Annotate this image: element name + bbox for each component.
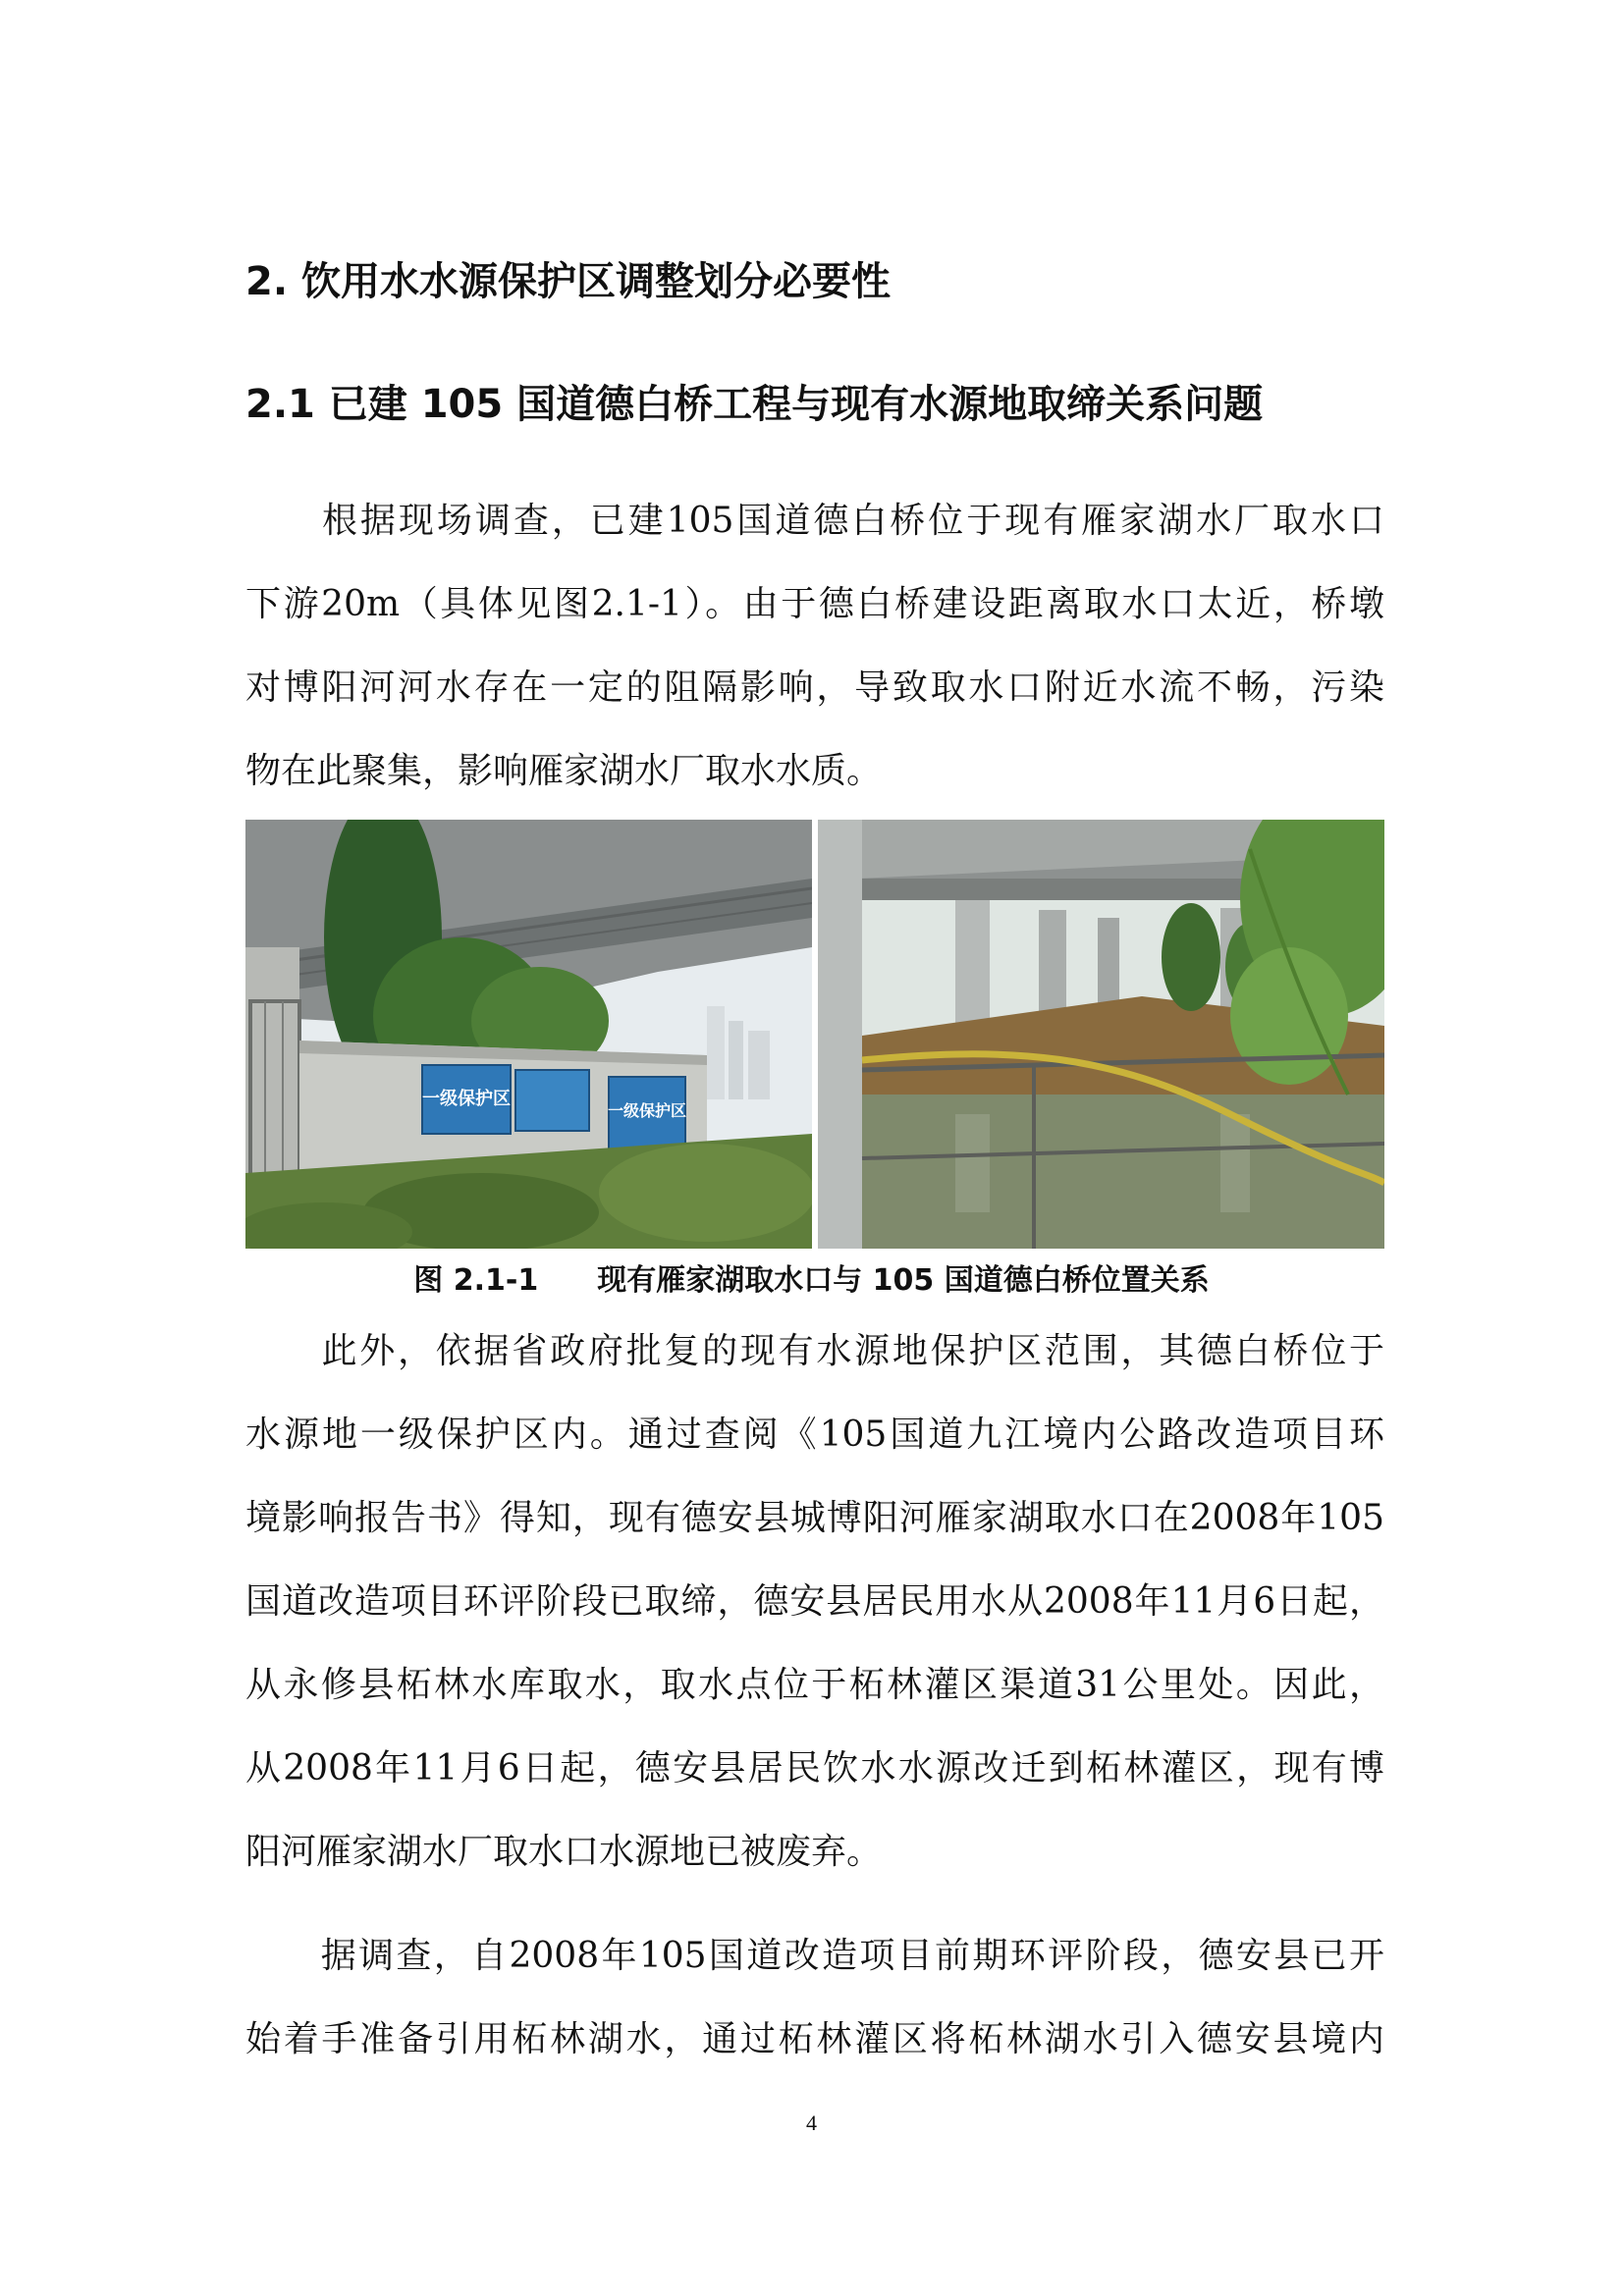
figure-2-1-1 xyxy=(245,820,1384,1249)
subsection-heading: 2.1 已建 105 国道德白桥工程与现有水源地取缔关系问题 xyxy=(245,382,1264,427)
paragraph-2-line-6: 从2008年11月6日起，德安县居民饮水水源改迁到柘林灌区，现有博 xyxy=(245,1748,1384,1789)
page-number: 4 xyxy=(806,2110,817,2135)
photo-water-intake-signs xyxy=(245,820,812,1249)
photo-right-illustration xyxy=(818,820,1384,1249)
section-heading: 2. 饮用水水源保护区调整划分必要性 xyxy=(245,259,891,304)
paragraph-1 xyxy=(245,479,1384,813)
figure-caption: 图 2.1-1 现有雁家湖取水口与 105 国道德白桥位置关系 xyxy=(413,1263,1210,1298)
photo-left-illustration xyxy=(245,820,812,1249)
paragraph-2-line-3: 境影响报告书》得知，现有德安县城博阳河雁家湖取水口在2008年105 xyxy=(245,1498,1384,1538)
paragraph-1-line-2: 下游20m（具体见图2.1-1）。由于德白桥建设距离取水口太近，桥墩 xyxy=(245,584,1384,624)
paragraph-1-line-4: 物在此聚集，影响雁家湖水厂取水水质。 xyxy=(245,751,883,791)
paragraph-1-line-1: 根据现场调查，已建105国道德白桥位于现有雁家湖水厂取水口 xyxy=(245,501,1384,541)
paragraph-2-line-2: 水源地一级保护区内。通过查阅《105国道九江境内公路改造项目环 xyxy=(245,1415,1384,1455)
paragraph-2-line-4: 国道改造项目环评阶段已取缔，德安县居民用水从2008年11月6日起， xyxy=(245,1581,1384,1622)
sign-2-text: 一级保护区 xyxy=(607,1101,687,1120)
paragraph-3 xyxy=(245,1914,1384,2081)
sign-1-text: 一级保护区 xyxy=(422,1089,511,1109)
paragraph-2-line-5: 从永修县柘林水库取水，取水点位于柘林灌区渠道31公里处。因此， xyxy=(245,1665,1384,1705)
paragraph-3-line-2: 始着手准备引用柘林湖水，通过柘林灌区将柘林湖水引入德安县境内 xyxy=(245,2019,1384,2059)
paragraph-3-line-1: 据调查，自2008年105国道改造项目前期环评阶段，德安县已开 xyxy=(245,1936,1384,1976)
photo-bridge-and-river xyxy=(818,820,1384,1249)
paragraph-2-line-1: 此外，依据省政府批复的现有水源地保护区范围，其德白桥位于 xyxy=(245,1331,1384,1371)
paragraph-1-line-3: 对博阳河河水存在一定的阻隔影响，导致取水口附近水流不畅，污染 xyxy=(245,667,1384,708)
paragraph-2 xyxy=(245,1309,1384,1894)
paragraph-2-line-7: 阳河雁家湖水厂取水口水源地已被废弃。 xyxy=(245,1832,883,1872)
